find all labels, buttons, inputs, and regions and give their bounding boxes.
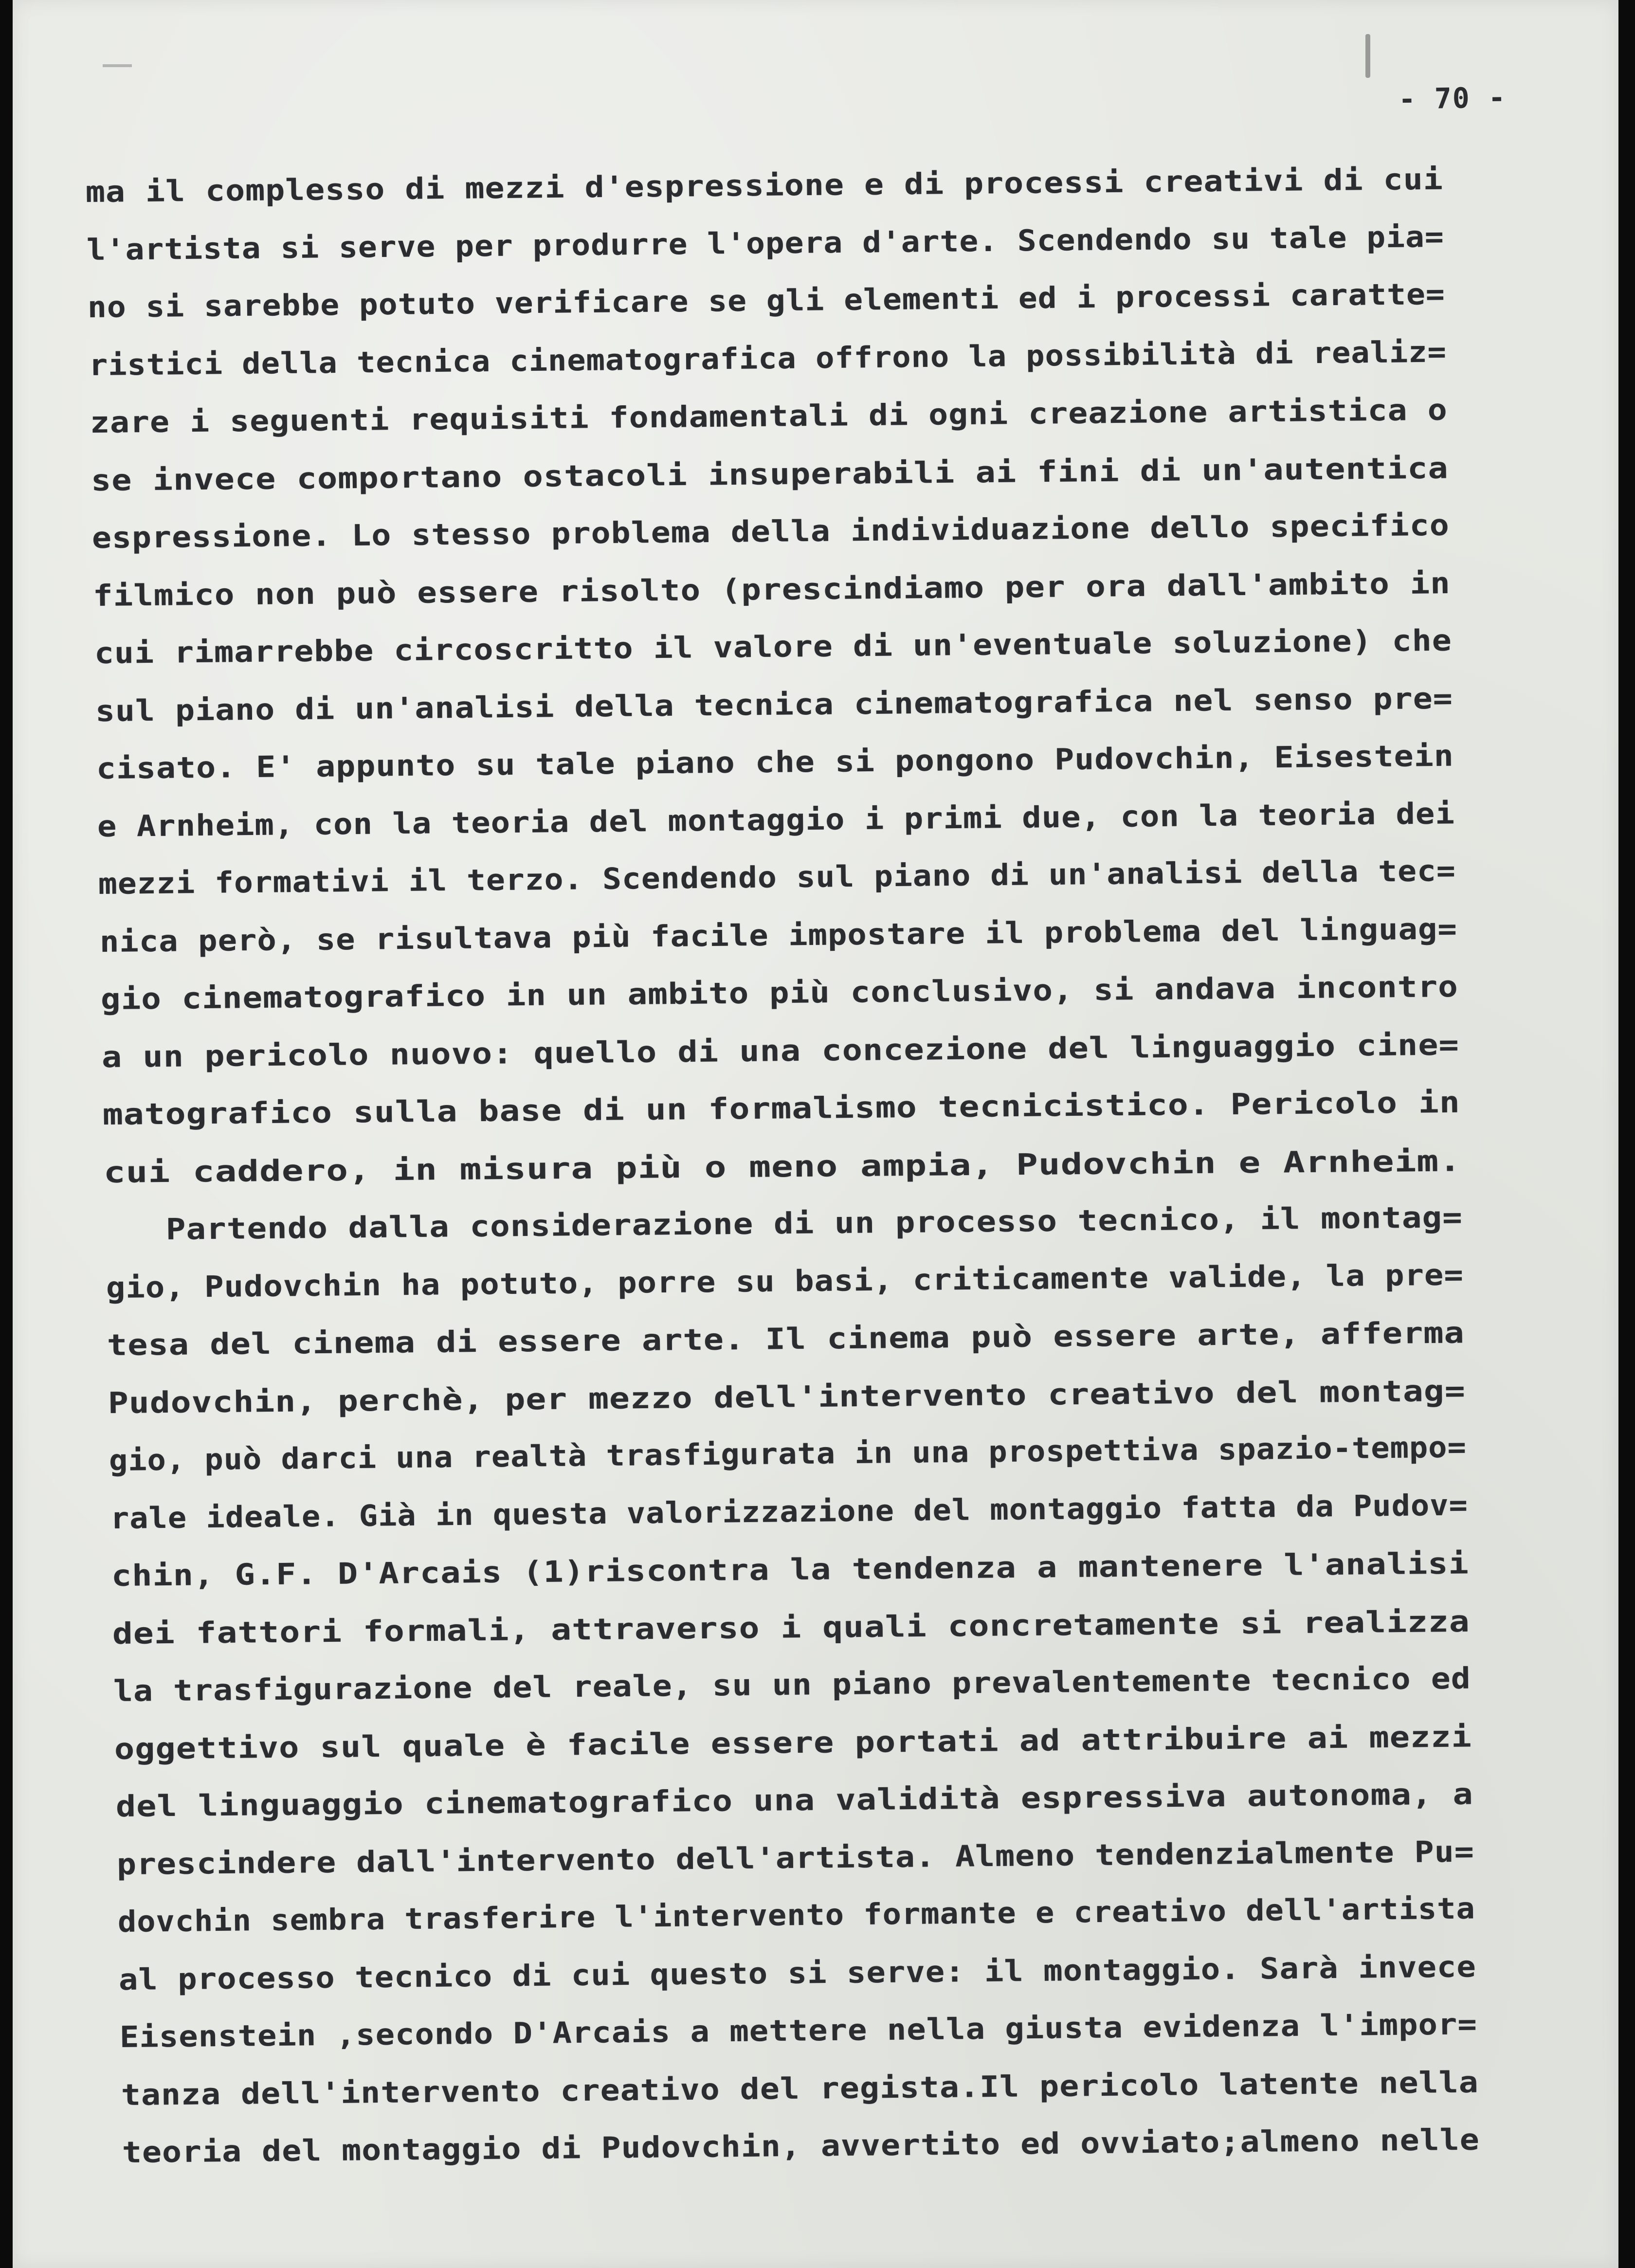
text-line: Partendo dalla considerazione di un processo tecnico, il montag= (105, 1200, 1463, 1247)
text-line: matografico sulla base di un formalismo tecnicistico. Pericolo in (102, 1085, 1461, 1132)
text-line: nica però, se risultava più facile impostare il problema del linguag= (99, 911, 1457, 959)
text-line: del linguaggio cinematografico una validità espressiva autonoma, a (115, 1777, 1473, 1824)
text-line: espressione. Lo stesso problema della individuazione dello specifico (91, 508, 1450, 555)
text-line: sul piano di un'analisi della tecnica cinematografica nel senso pre= (95, 681, 1453, 728)
text-line: gio cinematografico in un ambito più conclusivo, si andava incontro (100, 969, 1459, 1016)
text-line: a un pericolo nuovo: quello di una concezione del linguaggio cine= (101, 1027, 1460, 1074)
text-line: oggettivo sul quale è facile essere portati ad attribuire ai mezzi (114, 1719, 1472, 1766)
page-number: - 70 - (1398, 81, 1507, 116)
text-line: la trasfigurazione del reale, su un piano prevalentemente tecnico ed (113, 1661, 1472, 1708)
text-line: dei fattori formali, attraverso i quali concretamente si realizza (112, 1604, 1471, 1651)
text-line: dovchin sembra trasferire l'intervento formante e creativo dell'artista (117, 1891, 1476, 1939)
text-line: teoria del montaggio di Pudovchin, avvertito ed ovviato;almeno nelle (122, 2123, 1480, 2170)
text-line: mezzi formativi il terzo. Scendendo sul piano di un'analisi della tec= (98, 853, 1456, 901)
text-line: tanza dell'intervento creativo del regista.Il pericolo latente nella (121, 2065, 1479, 2112)
text-line: cui caddero, in misura più o meno ampia, Pudovchin e Arnheim. (103, 1143, 1462, 1190)
text-line: ristici della tecnica cinematografica offrono la possibilità di realiz= (89, 334, 1447, 382)
text-line: cui rimarrebbe circoscritto il valore di un'eventuale soluzione) che (94, 623, 1452, 671)
text-line: chin, G.F. D'Arcais (1)riscontra la tendenza a mantenere l'analisi (111, 1546, 1470, 1593)
text-line: zare i seguenti requisiti fondamentali di ogni creazione artistica o (90, 393, 1448, 440)
text-line: rale ideale. Già in questa valorizzazione del montaggio fatta da Pudov= (110, 1488, 1468, 1536)
text-line: gio, può darci una realtà trasfigurata in una prospettiva spazio-tempo= (109, 1430, 1467, 1478)
text-line: Eisenstein ,secondo D'Arcais a mettere nella giusta evidenza l'impor= (119, 2007, 1478, 2054)
margin-mark (1365, 34, 1370, 78)
text-line: Pudovchin, perchè, per mezzo dell'intervento creativo del montag= (108, 1374, 1466, 1420)
text-line: tesa del cinema di essere arte. Il cinema può essere arte, afferma (107, 1316, 1465, 1362)
typewritten-page (13, 0, 1618, 2268)
text-line: gio, Pudovchin ha potuto, porre su basi, criticamente valide, la pre= (106, 1257, 1464, 1305)
text-line: cisato. E' appunto su tale piano che si pongono Pudovchin, Eisestein (96, 739, 1454, 786)
text-line: l'artista si serve per produrre l'opera d'arte. Scendendo su tale pia= (86, 219, 1445, 267)
text-line: prescindere dall'intervento dell'artista. Almeno tendenzialmente Pu= (116, 1834, 1474, 1882)
text-line: al processo tecnico di cui questo si serve: il montaggio. Sarà invece (118, 1949, 1477, 1997)
text-line: se invece comportano ostacoli insuperabili ai fini di un'autentica (91, 451, 1449, 498)
text-line: ma il complesso di mezzi d'espressione e di processi creativi di cui (85, 162, 1444, 209)
text-line: e Arnheim, con la teoria del montaggio i primi due, con la teoria dei (97, 796, 1455, 844)
text-line: no si sarebbe potuto verificare se gli elementi ed i processi caratte= (87, 277, 1446, 325)
pencil-mark (103, 64, 132, 67)
text-line: filmico non può essere risolto (prescindiamo per ora dall'ambito in (92, 566, 1451, 613)
